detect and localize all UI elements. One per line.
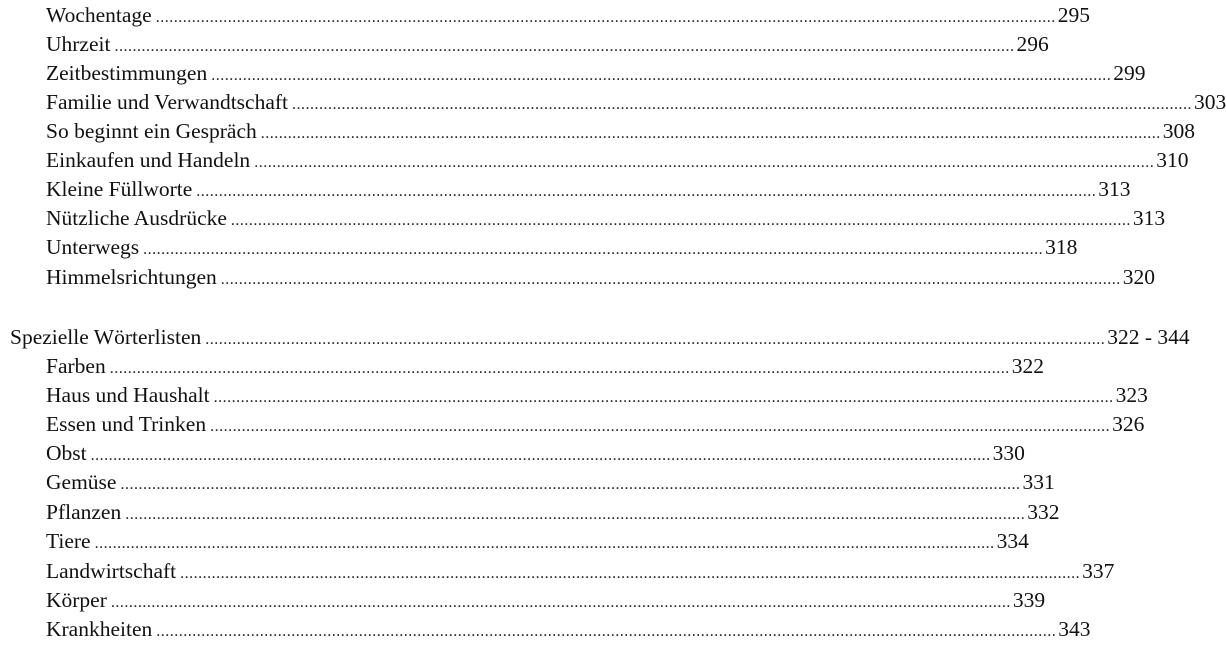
toc-entry-title: Landwirtschaft bbox=[46, 559, 177, 583]
toc-entry bbox=[46, 410, 1145, 439]
toc-entry-title: Pflanzen bbox=[46, 500, 122, 524]
toc-entry-page: 339 bbox=[1012, 588, 1046, 612]
toc-entry-title: Zeitbestimmungen bbox=[46, 61, 208, 85]
dot-leader: ........................................................................................................................................................................................................ bbox=[125, 506, 1026, 523]
toc-entry bbox=[46, 233, 1078, 262]
toc-entry-page: 296 bbox=[1016, 32, 1049, 56]
toc-entry-title: Essen und Trinken bbox=[46, 412, 207, 436]
toc-entry bbox=[46, 88, 1226, 117]
dot-leader: ........................................................................................................................................................................................................ bbox=[114, 38, 1015, 55]
toc-entry bbox=[46, 117, 1196, 146]
dot-leader: ........................................................................................................................................................................................................ bbox=[254, 154, 1155, 171]
toc-entry-page: 322 bbox=[1011, 354, 1044, 378]
dot-leader: ........................................................................................................................................................................................................ bbox=[110, 594, 1011, 611]
toc-entry-title: Familie und Verwandtschaft bbox=[46, 90, 289, 114]
toc-entry-title: Unterwegs bbox=[46, 235, 140, 259]
toc-entry bbox=[46, 175, 1131, 204]
dot-leader: ........................................................................................................................................................................................................ bbox=[109, 360, 1010, 377]
dot-leader: ........................................................................................................................................................................................................ bbox=[220, 271, 1121, 288]
dot-leader: ........................................................................................................................................................................................................ bbox=[155, 9, 1056, 26]
toc-entry-title: Himmelsrichtungen bbox=[46, 265, 217, 289]
dot-leader: ........................................................................................................................................................................................................ bbox=[211, 67, 1112, 84]
toc-entry-title: Uhrzeit bbox=[46, 32, 111, 56]
toc-entry-page: 320 bbox=[1122, 265, 1156, 289]
toc-entry-page: 295 bbox=[1057, 3, 1090, 27]
toc-entry-page: 299 bbox=[1113, 61, 1146, 85]
toc-entry-title: Obst bbox=[46, 441, 87, 465]
toc-entry-page: 332 bbox=[1027, 500, 1060, 524]
dot-leader: ........................................................................................................................................................................................................ bbox=[213, 389, 1114, 406]
toc-entry bbox=[46, 263, 1156, 292]
toc-entry-title: So beginnt ein Gespräch bbox=[46, 119, 257, 143]
toc-entry-page: 313 bbox=[1098, 177, 1131, 201]
toc-entry bbox=[46, 439, 1025, 468]
dot-leader: ........................................................................................................................................................................................................ bbox=[156, 623, 1057, 640]
toc-entry-title: Gemüse bbox=[46, 470, 117, 494]
dot-leader: ........................................................................................................................................................................................................ bbox=[260, 125, 1161, 142]
toc-entry-title: Wochentage bbox=[46, 3, 152, 27]
toc-entry bbox=[46, 498, 1060, 527]
dot-leader: ........................................................................................................................................................................................................ bbox=[90, 447, 991, 464]
toc-entry-page: 331 bbox=[1022, 470, 1055, 494]
toc-entry-page: 318 bbox=[1045, 235, 1078, 259]
toc-entry-title: Farben bbox=[46, 354, 106, 378]
dot-leader: ........................................................................................................................................................................................................ bbox=[230, 212, 1131, 229]
toc-entry bbox=[46, 586, 1046, 615]
toc-entry bbox=[46, 527, 1029, 556]
toc-entry-title: Krankheiten bbox=[46, 617, 153, 641]
toc-entry-title: Einkaufen und Handeln bbox=[46, 148, 251, 172]
toc-entry-title: Tiere bbox=[46, 529, 91, 553]
dot-leader: ........................................................................................................................................................................................................ bbox=[196, 183, 1097, 200]
toc-entry-title: Nützliche Ausdrücke bbox=[46, 206, 227, 230]
toc-entry-page: 343 bbox=[1058, 617, 1091, 641]
toc-entry bbox=[46, 468, 1055, 497]
toc-entry-page: 337 bbox=[1082, 559, 1115, 583]
toc-entry-page: 326 bbox=[1112, 412, 1145, 436]
toc-entry-title: Haus und Haushalt bbox=[46, 383, 210, 407]
dot-leader: ........................................................................................................................................................................................................ bbox=[94, 535, 995, 552]
toc-entry bbox=[46, 381, 1148, 410]
toc-entry bbox=[46, 146, 1189, 175]
toc-section-heading bbox=[10, 323, 1190, 352]
toc-section-title: Spezielle Wörterlisten bbox=[10, 325, 202, 349]
toc-entry bbox=[46, 204, 1166, 233]
toc-entry bbox=[46, 30, 1049, 59]
toc-entry-page: 330 bbox=[992, 441, 1025, 465]
dot-leader: ........................................................................................................................................................................................................ bbox=[292, 96, 1193, 113]
toc-entry bbox=[46, 615, 1091, 644]
dot-leader: ........................................................................................................................................................................................................ bbox=[120, 476, 1021, 493]
dot-leader: ........................................................................................................................................................................................................ bbox=[180, 565, 1081, 582]
toc-entry bbox=[46, 557, 1115, 586]
toc-entry-title: Körper bbox=[46, 588, 107, 612]
toc-entry-title: Kleine Füllworte bbox=[46, 177, 193, 201]
toc-entry-page: 303 bbox=[1194, 90, 1226, 114]
toc-entry-page: 313 bbox=[1132, 206, 1166, 230]
toc-entry-page: 323 bbox=[1115, 383, 1148, 407]
toc-entry-page: 334 bbox=[996, 529, 1029, 553]
dot-leader: ........................................................................................................................................................................................................ bbox=[210, 418, 1111, 435]
dot-leader: ........................................................................................................................................................................................................ bbox=[143, 241, 1044, 258]
toc-section-pages: 322 - 344 bbox=[1107, 325, 1190, 349]
toc-entry bbox=[46, 352, 1044, 381]
toc-entry bbox=[46, 1, 1090, 30]
toc-entry-page: 310 bbox=[1156, 148, 1189, 172]
toc-entry-page: 308 bbox=[1162, 119, 1196, 143]
toc-entry bbox=[46, 59, 1146, 88]
dot-leader: ........................................................................................................................................................................................................ bbox=[205, 331, 1106, 348]
